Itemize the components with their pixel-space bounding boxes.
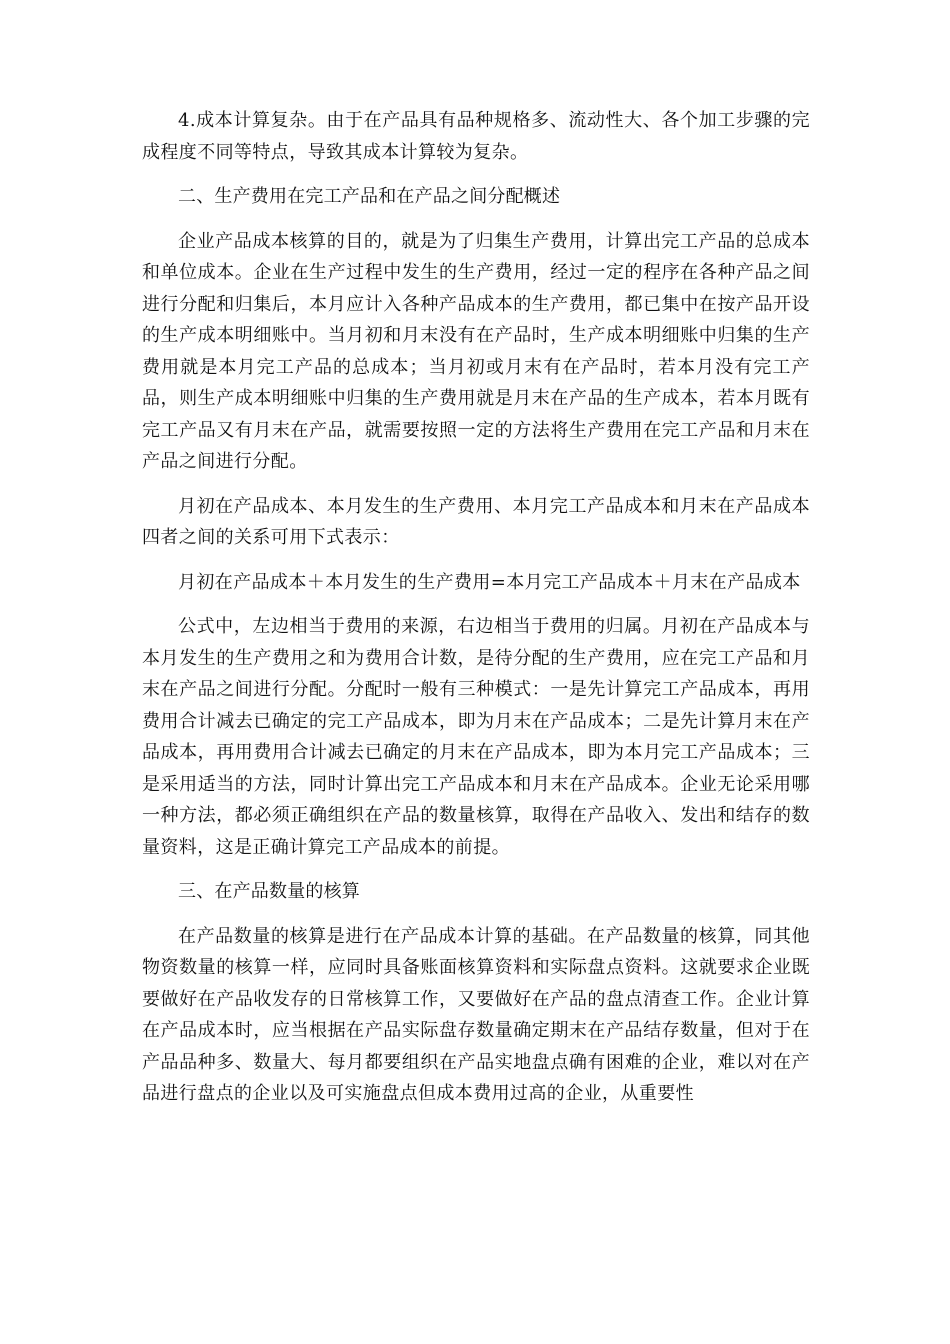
section-heading-wip-quantity: 三、在产品数量的核算 xyxy=(178,881,360,902)
section-heading-allocation-overview: 二、生产费用在完工产品和在产品之间分配概述 xyxy=(178,186,561,207)
paragraph-relationship-intro: 月初在产品成本、本月发生的生产费用、本月完工产品成本和月末在产品成本四者之间的关系可用下式表示： xyxy=(142,495,810,548)
document-page xyxy=(142,105,810,1123)
paragraph-wip-quantity-accounting: 在产品数量的核算是进行在产品成本计算的基础。在产品数量的核算，同其他物资数量的核算一样，应同时具备账面核算资料和实际盘点资料。这就要求企业既要做好在产品收发存的日常核算工作，又要做好在产品的盘点清查工作。企业计算在产品成本时，应当根据在产品实际盘存数量确定期末在产品结存数量，但对于在产品品种多、数量大、每月都要组织在产品实地盘点确有困难的企业，难以对在产品进行盘点的企业以及可实施盘点但成本费用过高的企业，从重要性 xyxy=(142,925,810,1104)
paragraph-cost-accounting-purpose: 企业产品成本核算的目的，就是为了归集生产费用，计算出完工产品的总成本和单位成本。企业在生产过程中发生的生产费用，经过一定的程序在各种产品之间进行分配和归集后，本月应计入各种产品成本的生产费用，都已集中在按产品开设的生产成本明细账中。当月初和月末没有在产品时，生产成本明细账中归集的生产费用就是本月完工产品的总成本；当月初或月末有在产品时，若本月没有完工产品，则生产成本明细账中归集的生产费用就是月末在产品的生产成本，若本月既有完工产品又有月末在产品，就需要按照一定的方法将生产费用在完工产品和月末在产品之间进行分配。 xyxy=(142,230,810,472)
paragraph-formula-explanation: 公式中，左边相当于费用的来源，右边相当于费用的归属。月初在产品成本与本月发生的生产费用之和为费用合计数，是待分配的生产费用，应在完工产品和月末在产品之间进行分配。分配时一般有三种模式：一是先计算完工产品成本，再用费用合计减去已确定的完工产品成本，即为月末在产品成本；二是先计算月末在产品成本，再用费用合计减去已确定的月末在产品成本，即为本月完工产品成本；三是采用适当的方法，同时计算出完工产品成本和月末在产品成本。企业无论采用哪一种方法，都必须正确组织在产品的数量核算，取得在产品收入、发出和结存的数量资料，这是正确计算完工产品成本的前提。 xyxy=(142,616,810,858)
formula-paragraph: 月初在产品成本＋本月发生的生产费用=本月完工产品成本＋月末在产品成本 xyxy=(178,571,801,593)
paragraph-cost-complexity: 4.成本计算复杂。由于在产品具有品种规格多、流动性大、各个加工步骤的完成程度不同等特点，导致其成本计算较为复杂。 xyxy=(142,110,810,163)
